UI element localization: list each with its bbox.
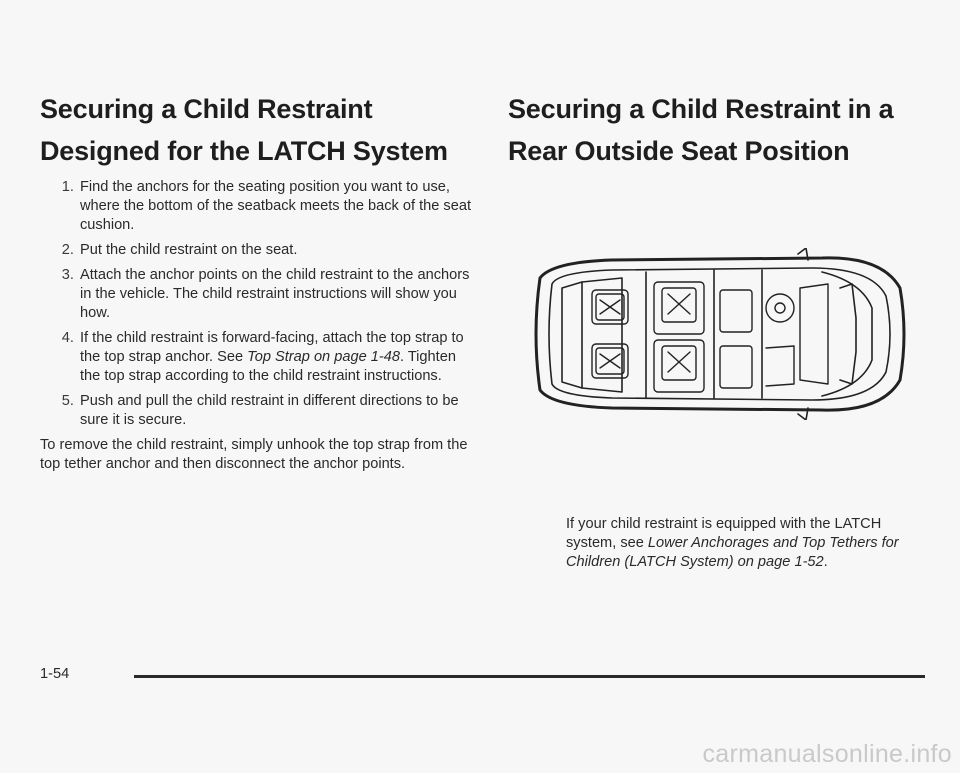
page-number: 1-54: [40, 666, 70, 682]
caption-text-start: If your child restraint is equipped with the LATCH system, see: [566, 515, 882, 551]
removal-paragraph: To remove the child restraint, simply unhook the top strap from the top tether anchor and then disconnect the anchor points.: [40, 437, 468, 472]
top-strap-reference: Top Strap on page 1-48: [247, 349, 400, 365]
steps-list: [40, 178, 480, 430]
step-1: 1. Find the anchors for the seating position you want to use, where the bottom of the seatback meets the back of the seat cushion.: [78, 178, 480, 235]
left-column: [40, 88, 480, 474]
step-2: 2. Put the child restraint on the seat.: [78, 241, 480, 260]
step-3: 3. Attach the anchor points on the child restraint to the anchors in the vehicle. The child restraint instructions will show you how.: [78, 266, 480, 323]
vehicle-top-view-diagram: [522, 248, 910, 420]
step-4-text-start: If the child restraint is forward-facing, attach the top strap to the top strap anchor. See: [80, 330, 464, 365]
footer-rule: [134, 675, 925, 678]
left-heading: Securing a Child Restraint Designed for the LATCH System: [40, 94, 448, 166]
right-heading: Securing a Child Restraint in a Rear Outside Seat Position: [508, 94, 894, 166]
figure-caption: [566, 515, 916, 572]
right-column: [508, 88, 928, 172]
latch-reference: Lower Anchorages and Top Tethers for Children (LATCH System) on page 1-52: [566, 534, 899, 570]
step-5: 5. Push and pull the child restraint in different directions to be sure it is secure.: [78, 392, 480, 430]
caption-text-end: .: [823, 553, 828, 570]
watermark: carmanualsonline.info: [702, 740, 952, 768]
step-4-text-end: . Tighten the top strap according to the child restraint instructions.: [80, 349, 456, 384]
step-4: [78, 329, 480, 386]
